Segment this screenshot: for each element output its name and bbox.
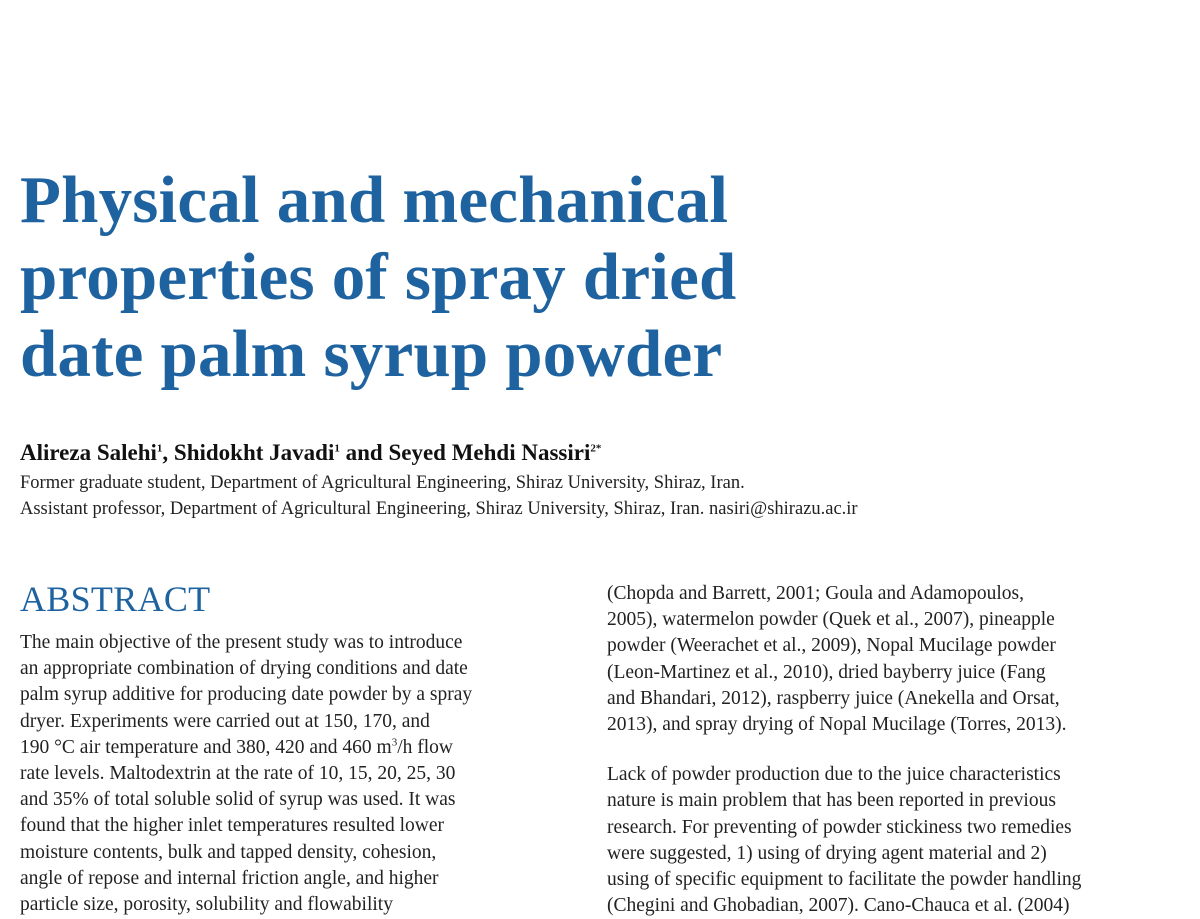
abstract-line: an appropriate combination of drying conditions and date [20, 658, 468, 680]
body-line: (Chegini and Ghobadian, 2007). Cano-Chauca et al. (2004) [607, 895, 1070, 917]
body-line: using of specific equipment to facilitate the powder handling [607, 869, 1082, 891]
author-name: Seyed Mehdi Nassiri [388, 440, 591, 465]
author-name: Shidokht Javadi [173, 440, 335, 465]
paper-title [20, 162, 840, 393]
abstract-line-text: 190 °C air temperature and 380, 420 and 460 m [20, 736, 392, 758]
author-name: Alireza Salehi [20, 440, 157, 465]
paragraph-gap [607, 738, 1081, 762]
body-line: powder (Weerachet et al., 2009), Nopal Mucilage powder [607, 635, 1056, 657]
title-line: properties of spray dried [20, 240, 737, 314]
abstract-line: palm syrup additive for producing date powder by a spray [20, 684, 473, 706]
title-line: Physical and mechanical [20, 163, 729, 237]
body-line: (Leon-Martinez et al., 2010), dried bayberry juice (Fang [607, 661, 1046, 683]
author-affiliation-marker: 2* [590, 442, 602, 455]
body-line: and Bhandari, 2012), raspberry juice (Anekella and Orsat, [607, 687, 1060, 709]
unit-superscript: 3 [391, 736, 398, 749]
abstract-line: rate levels. Maltodextrin at the rate of 10, 15, 20, 25, 30 [20, 763, 456, 785]
abstract-line: moisture contents, bulk and tapped density, cohesion, [20, 841, 437, 863]
affiliation-line: Former graduate student, Department of Agricultural Engineering, Shiraz University, Shiraz, Iran. [20, 473, 745, 493]
author-affiliation-marker: 1 [334, 442, 340, 455]
body-line: Lack of powder production due to the juice characteristics [607, 764, 1061, 786]
author-list [20, 440, 601, 466]
author-affiliation-marker: 1 [156, 442, 163, 455]
title-line: date palm syrup powder [20, 317, 723, 391]
body-line: nature is main problem that has been reported in previous [607, 790, 1056, 812]
body-line: research. For preventing of powder stickiness two remedies [607, 816, 1072, 838]
body-line: (Chopda and Barrett, 2001; Goula and Adamopoulos, [607, 583, 1025, 604]
body-line: 2005), watermelon powder (Quek et al., 2007), pineapple [607, 609, 1055, 631]
body-text-right-column [607, 581, 1081, 919]
author-separator: and [339, 440, 389, 465]
abstract-body [20, 630, 472, 918]
body-line: 2013), and spray drying of Nopal Mucilage (Torres, 2013). [607, 714, 1067, 736]
affiliation-line: Assistant professor, Department of Agricultural Engineering, Shiraz University, Shiraz, Iran. nasiri@shirazu.ac.ir [20, 499, 858, 519]
abstract-line: and 35% of total soluble solid of syrup was used. It was [20, 789, 456, 811]
abstract-line: The main objective of the present study was to introduce [20, 632, 463, 653]
abstract-line: dryer. Experiments were carried out at 150, 170, and [20, 710, 430, 732]
body-line: were suggested, 1) using of drying agent material and 2) [607, 842, 1047, 864]
abstract-line: angle of repose and internal friction angle, and higher [20, 867, 439, 889]
abstract-line: particle size, porosity, solubility and flowability [20, 894, 393, 916]
abstract-line-text: /h flow [397, 736, 454, 758]
abstract-line [20, 735, 472, 761]
author-separator: , [162, 440, 174, 465]
abstract-line: found that the higher inlet temperatures resulted lower [20, 815, 444, 837]
abstract-heading: ABSTRACT [20, 579, 211, 619]
